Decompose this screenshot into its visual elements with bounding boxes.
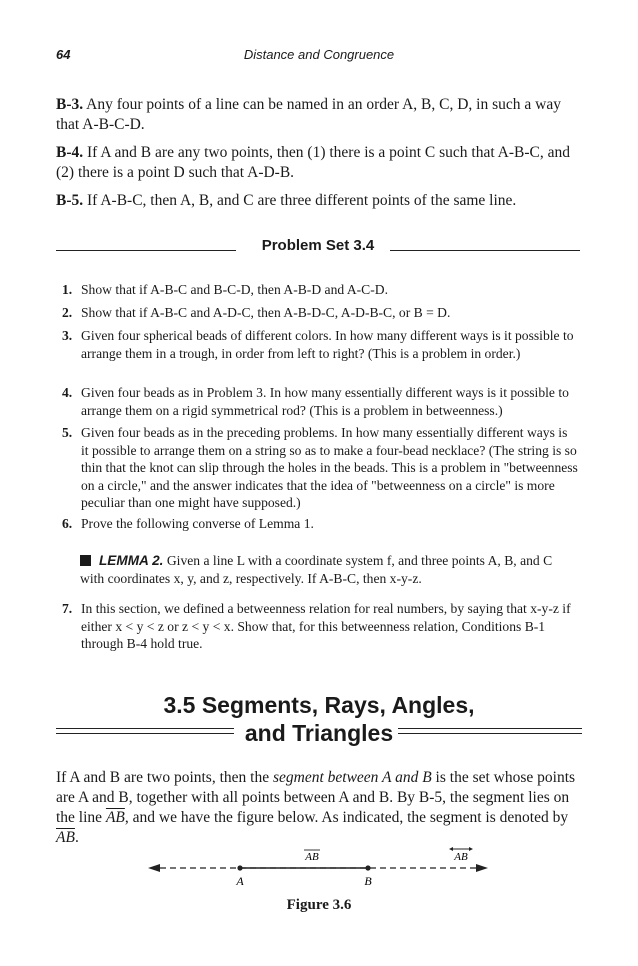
section-heading xyxy=(56,692,582,750)
postulate-b4 xyxy=(56,143,580,183)
section-title-line1: 3.5 Segments, Rays, Angles, xyxy=(163,692,475,718)
problem-set-heading xyxy=(56,237,580,263)
line-notation: $\overline{AB}$ xyxy=(105,809,125,826)
running-head xyxy=(56,47,582,67)
lemma-text: Given a line L with a coordinate system f, and three points A, B, and C with coordinates x, y, and z, respectively. If A-B-C, then x-y-z. xyxy=(80,553,553,586)
paragraph-text: If A and B are two points, then the xyxy=(56,769,270,786)
line-label: AB xyxy=(454,851,468,863)
problem-text: Given four spherical beads of different colors. In how many different ways is it possible to arrange them in a trough, in order from left to right? (This is a problem in order.) xyxy=(81,328,574,361)
page-number: 64 xyxy=(56,47,71,62)
problem-number: 1. xyxy=(62,282,73,297)
problem-number: 2. xyxy=(62,305,73,320)
heading-rule-right xyxy=(390,250,580,251)
point-a-label: A xyxy=(236,874,244,888)
postulate-text: If A and B are any two points, then (1) there is a point C such that A-B-C, and (2) there is a point D such that A-D-B. xyxy=(56,144,570,181)
lemma-title: LEMMA 2. xyxy=(99,553,164,568)
mini-arrow-left-icon xyxy=(449,847,453,851)
problem-text: In this section, we defined a betweenness relation for real numbers, by saying that x-y-z if either x < y < z or z < y < x. Show that, for this betweenness relation, Conditions B-1 through B-4 hold true. xyxy=(81,601,571,652)
problem-text: Given four beads as in Problem 3. In how many essentially different ways is it possible to arrange them on a rigid symmetrical rod? (This is a problem in betweenness.) xyxy=(81,385,569,418)
postulate-b5 xyxy=(56,191,580,211)
problem-number: 3. xyxy=(62,328,73,343)
paragraph-emphasis: segment between A and B xyxy=(272,769,432,786)
postulate-label: B-3. xyxy=(56,96,84,113)
segment-notation: $\overline{AB}$ xyxy=(56,829,75,846)
figure-3-6 xyxy=(0,838,638,928)
lemma-2 xyxy=(80,552,578,587)
section-rule-right xyxy=(398,728,582,734)
problem-item xyxy=(62,281,578,299)
section-rule-left xyxy=(56,728,234,734)
lemma-square-icon xyxy=(80,555,91,566)
paragraph-text: . xyxy=(74,829,79,846)
problem-number: 7. xyxy=(62,601,73,616)
problem-text: Show that if A-B-C and B-C-D, then A-B-D and A-C-D. xyxy=(81,282,388,297)
problem-item xyxy=(62,304,578,322)
postulate-text: Any four points of a line can be named in an order A, B, C, D, in such a way that A-B-C-D. xyxy=(56,96,561,133)
point-b xyxy=(365,865,370,870)
arrow-left-icon xyxy=(148,864,160,872)
figure-caption: Figure 3.6 xyxy=(286,897,352,913)
problem-number: 5. xyxy=(62,425,73,440)
problem-item xyxy=(62,327,578,362)
problem-number: 4. xyxy=(62,385,73,400)
problem-item xyxy=(62,384,578,419)
problem-item xyxy=(62,424,578,512)
problem-item xyxy=(62,515,578,533)
postulate-b3 xyxy=(56,95,580,135)
point-b-label: B xyxy=(364,874,372,888)
chapter-title: Distance and Congruence xyxy=(243,47,395,62)
mini-arrow-right-icon xyxy=(469,847,473,851)
segment-label: AB xyxy=(305,851,319,863)
postulate-text: If A-B-C, then A, B, and C are three different points of the same line. xyxy=(87,192,517,209)
problem-number: 6. xyxy=(62,516,73,531)
paragraph-text: is the set whose points are A and B, together with all points between A and B. By B-5, the segment lies on the line xyxy=(56,769,576,826)
problem-item xyxy=(62,600,578,653)
problem-text: Given four beads as in the preceding problems. In how many essentially different ways is it possible to arrange them on a string so as to make a four-bead necklace? (The string is so thin that the knot can slip through the holes in the beads. This is a problem in "betweenness on a circle," and the answer indicates that the idea of "betweenness on a circle" is more peculiar than one might have supposed.) xyxy=(81,425,578,511)
point-a xyxy=(237,865,242,870)
section-title-line2: and Triangles xyxy=(244,720,394,746)
problem-text: Show that if A-B-C and A-D-C, then A-B-D-C, A-D-B-C, or B = D. xyxy=(81,305,451,320)
problem-text: Prove the following converse of Lemma 1. xyxy=(81,516,314,531)
arrow-right-icon xyxy=(476,864,488,872)
postulate-label: B-5. xyxy=(56,192,84,209)
paragraph-text: , and we have the figure below. As indicated, the segment is denoted by xyxy=(124,809,569,826)
problem-set-title: Problem Set 3.4 xyxy=(261,237,375,254)
section-paragraph xyxy=(56,768,580,848)
postulate-label: B-4. xyxy=(56,144,84,161)
